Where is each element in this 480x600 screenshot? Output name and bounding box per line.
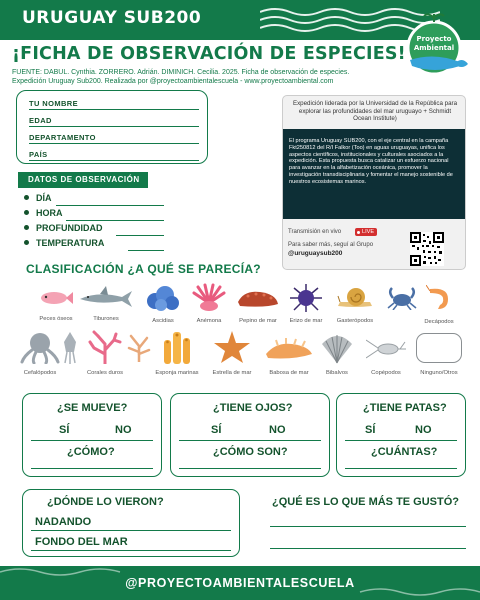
species-copepodos[interactable] (366, 336, 406, 376)
footer-handle[interactable]: @PROYECTOAMBIENTALESCUELA (125, 576, 355, 590)
species-pepino-de-mar[interactable] (236, 288, 280, 324)
liked-answer-line-1[interactable] (270, 526, 466, 527)
source-citation: FUENTE: DABUL. Cynthia. ZORRERO. Adrián. DIMINICH. Cecilia. 2025. Ficha de observación de especies. Expedición Uruguay Sub200. Realizada por @proyectoambientalescuela - www.proyectoambiental.com (12, 69, 350, 85)
moves-no-option[interactable]: NO (115, 424, 132, 436)
transmission-label: Transmisión en vivo (288, 229, 342, 235)
clam-icon (320, 332, 354, 364)
question-how: ¿CÓMO? (67, 446, 115, 458)
fish-icon (38, 288, 74, 308)
sponge-icon (160, 330, 194, 364)
expedition-body (283, 129, 466, 219)
branch-coral-icon (125, 330, 153, 362)
proyecto-ambiental-logo (404, 12, 472, 80)
species-bivalvos[interactable] (320, 332, 354, 376)
question-where: ¿DÓNDE LO VIERON? (47, 496, 164, 508)
question-liked: ¿QUÉ ES LO QUE MÁS TE GUSTÓ? (272, 496, 460, 508)
liked-answer-line-2[interactable] (270, 548, 466, 549)
species-peces-oseos[interactable] (38, 288, 74, 322)
personal-info-box (16, 90, 208, 164)
coral-icon (88, 330, 122, 364)
species-ascidias[interactable] (145, 283, 181, 324)
empty-box[interactable] (416, 333, 462, 363)
species-label: Peces óseos (39, 316, 73, 322)
expedition-panel (282, 95, 466, 270)
species-label: Estrella de mar (212, 370, 252, 376)
eyes-yes-option[interactable]: SÍ (211, 424, 222, 436)
species-coral-branch[interactable] (125, 330, 153, 362)
classification-title: CLASIFICACIÓN ¿A QUÉ SE PARECÍA? (26, 262, 261, 276)
species-label: Tiburones (93, 316, 119, 322)
eyes-no-option[interactable]: NO (269, 424, 286, 436)
crab-icon (386, 286, 418, 310)
department-field[interactable]: DEPARTAMENTO (29, 133, 199, 144)
species-label: Ascidias (152, 318, 174, 324)
species-squid[interactable] (62, 332, 78, 364)
starfish-icon (213, 330, 251, 364)
species-ninguno-otros[interactable] (416, 333, 462, 376)
species-babosa-de-mar[interactable] (264, 338, 314, 376)
expedition-header: Expedición liderada por la Universidad de la República para explorar las profundidades del mar uruguayo + Schmidt Ocean Institute) (292, 100, 458, 122)
question-moves: ¿SE MUEVE? (57, 402, 128, 414)
species-label: Erizo de mar (289, 318, 323, 324)
shrimp-icon (426, 285, 452, 313)
observation-heading: DATOS DE OBSERVACIÓN (18, 172, 148, 188)
species-estrella-de-mar[interactable] (212, 330, 252, 376)
species-label: Corales duros (86, 370, 124, 376)
squid-icon (62, 332, 78, 364)
species-label: Gasterópodos (336, 318, 374, 324)
species-crab[interactable] (386, 286, 418, 310)
ascidian-icon (145, 283, 181, 313)
qr-code-icon[interactable] (410, 232, 444, 266)
country-field[interactable]: PAÍS (29, 150, 199, 161)
footer-band (0, 566, 480, 600)
age-field[interactable]: EDAD (29, 116, 199, 127)
species-decapodos[interactable] (424, 285, 454, 325)
species-label: Pepino de mar (239, 318, 277, 324)
band-title: URUGUAY SUB200 (22, 8, 202, 28)
obs-hour[interactable]: HORA (24, 208, 164, 223)
shark-icon (78, 285, 134, 311)
eyes-answer-line[interactable] (179, 468, 321, 469)
sea-slug-icon (264, 338, 314, 362)
question-how-many: ¿CUÁNTAS? (371, 446, 438, 458)
question-eyes-box (170, 393, 330, 477)
where-seafloor-option[interactable]: FONDO DEL MAR (35, 536, 128, 548)
question-where-box (22, 489, 240, 557)
species-corales-duros[interactable] (86, 330, 124, 376)
species-label: Cefalópodos (23, 370, 57, 376)
legs-yes-option[interactable]: SÍ (365, 424, 376, 436)
moves-yes-option[interactable]: SÍ (59, 424, 70, 436)
species-label: Bibalvos (326, 370, 348, 376)
species-label: Ninguno/Otros (420, 370, 458, 376)
legs-answer-line[interactable] (345, 468, 457, 469)
anemone-icon (190, 283, 228, 313)
species-cefalopodos[interactable] (20, 332, 60, 376)
how-answer-line[interactable] (31, 468, 153, 469)
where-swimming-option[interactable]: NADANDO (35, 516, 92, 528)
observation-list (24, 193, 164, 253)
species-label: Anémona (196, 318, 222, 324)
live-badge[interactable]: LIVE (355, 228, 377, 236)
species-esponja-marinas[interactable] (155, 330, 199, 376)
question-legs: ¿TIENE PATAS? (363, 402, 447, 414)
logo-text: Proyecto Ambiental (413, 35, 455, 52)
copepod-icon (366, 336, 406, 362)
sea-cucumber-icon (236, 288, 280, 310)
species-tiburones[interactable] (78, 285, 134, 322)
legs-no-option[interactable]: NO (415, 424, 432, 436)
page-title: ¡FICHA DE OBSERVACIÓN DE ESPECIES! (12, 44, 406, 64)
name-field[interactable]: TU NOMBRE (29, 99, 199, 110)
species-label: Babosa de mar (269, 370, 309, 376)
expedition-handle[interactable]: @uruguaysub200 (288, 250, 343, 257)
expedition-description: El programa Uruguay SUB200, con el eje central en la campaña Fkt250812 del R/I Falkor (Too) en aguas uruguayas, unifica los aspectos científicos, institucionales y culturales asociados a la expedición. Esta propuesta busca catalizar un esfuerzo nacional para avanzar en la alfabetización oceánica, promover la investigación transdisciplinaria y fomentar el manejo sostenible de nuestros ecosistemas marinos. (289, 138, 453, 185)
question-eyes-how: ¿CÓMO SON? (213, 446, 288, 458)
species-label: Decápodos (424, 319, 454, 325)
obs-depth[interactable]: PROFUNDIDAD (24, 223, 164, 238)
species-erizo-de-mar[interactable] (289, 284, 323, 324)
species-gasteropodos[interactable] (336, 286, 374, 324)
species-anemona[interactable] (190, 283, 228, 324)
snail-icon (336, 286, 374, 310)
question-eyes: ¿TIENE OJOS? (213, 402, 293, 414)
obs-day[interactable]: DÍA (24, 193, 164, 208)
question-moves-box (22, 393, 162, 477)
sea-urchin-icon (290, 284, 322, 312)
question-legs-box (336, 393, 466, 477)
follow-text: Para saber más, seguí al Grupo (288, 242, 374, 248)
species-label: Esponja marinas (155, 370, 199, 376)
obs-temperature[interactable]: TEMPERATURA (24, 238, 164, 253)
species-label: Copépodos (371, 370, 401, 376)
octopus-icon (20, 332, 60, 364)
